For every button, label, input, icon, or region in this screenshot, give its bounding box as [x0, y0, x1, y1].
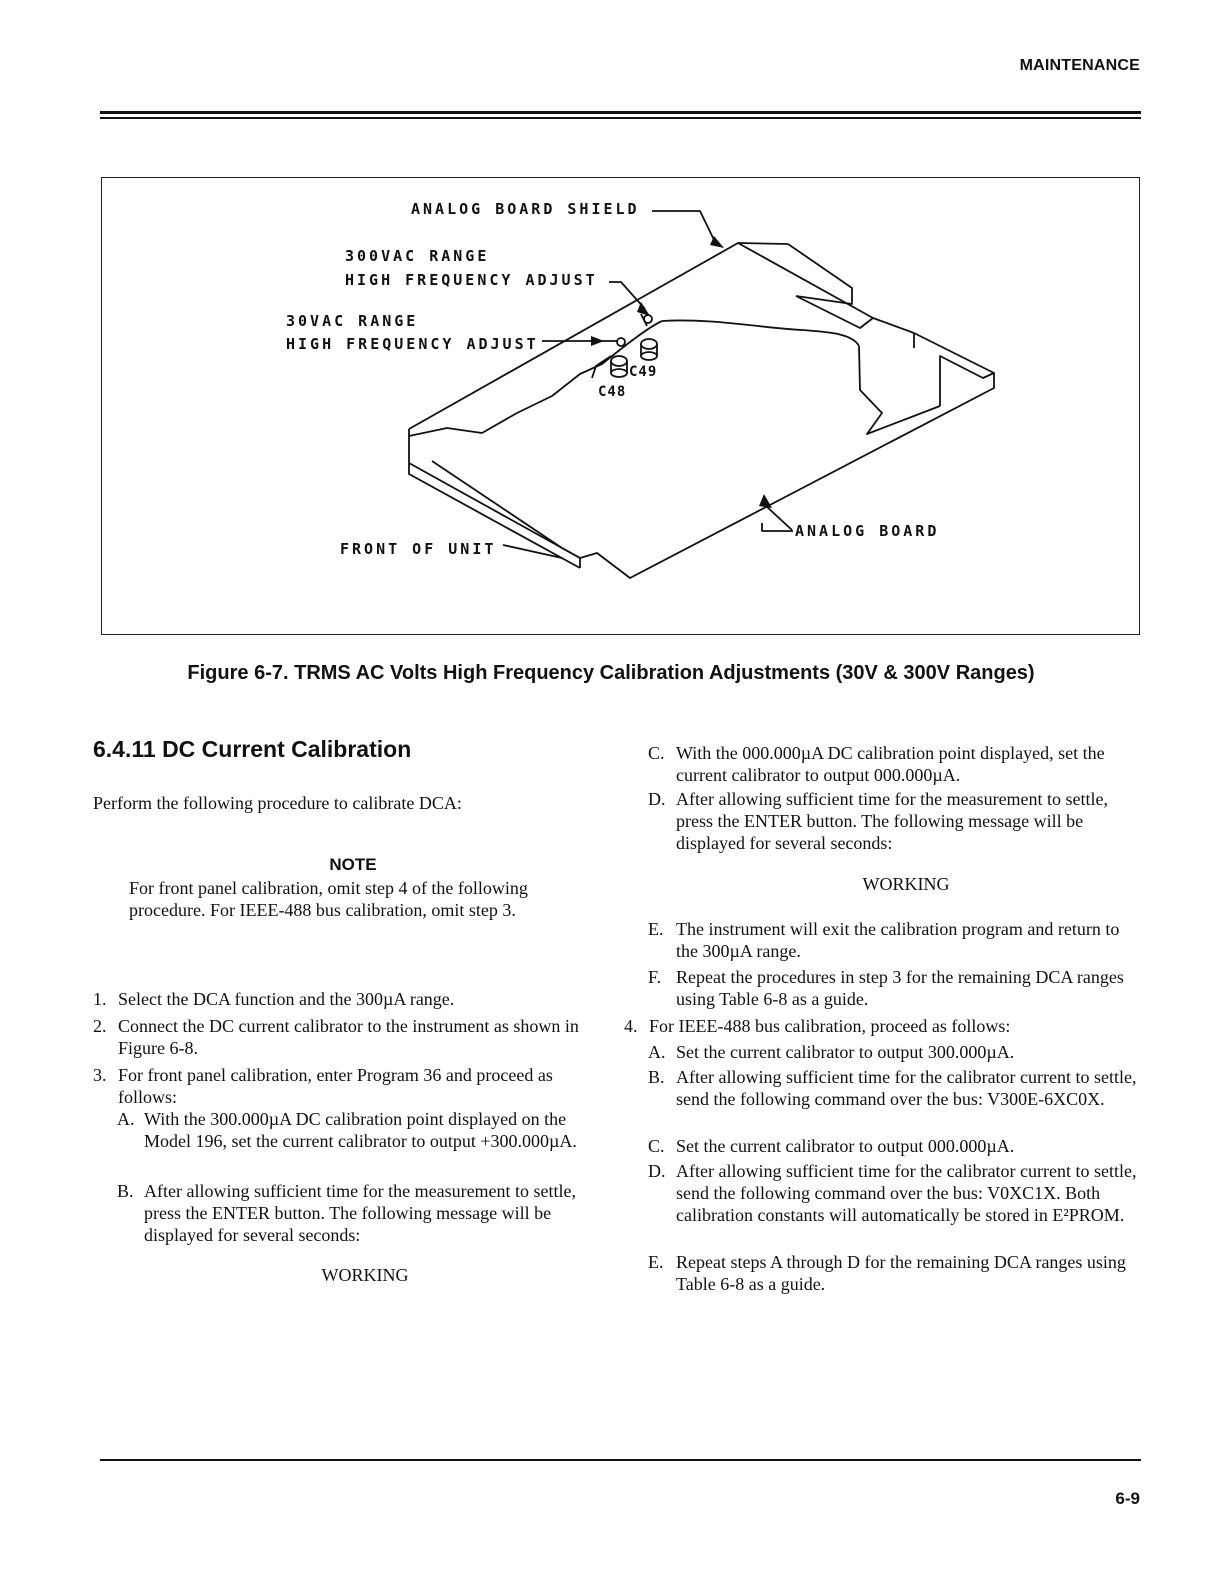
list-text: Connect the DC current calibrator to the instrument as shown in Figure 6-8.: [118, 1016, 579, 1058]
list-number: A.: [117, 1109, 135, 1129]
list-text: With the 000.000µA DC calibration point displayed, set the current calibrator to output 000.000µA.: [676, 743, 1105, 785]
page-number: 6-9: [1115, 1489, 1140, 1508]
list-number: 1.: [93, 989, 107, 1009]
list-number: D.: [648, 1161, 666, 1181]
figure-frame: [101, 177, 1140, 635]
label-300vac-hf-adjust: HIGH FREQUENCY ADJUST: [345, 271, 598, 289]
list-number: D.: [648, 789, 666, 809]
list-number: 2.: [93, 1016, 107, 1036]
list-text: For front panel calibration, enter Program 36 and proceed as follows:: [118, 1065, 553, 1107]
working-message: WORKING: [862, 874, 950, 894]
intro-paragraph: Perform the following procedure to calibrate DCA:: [93, 793, 462, 813]
label-30vac-range: 30VAC RANGE: [286, 312, 419, 330]
list-text: After allowing sufficient time for the measurement to settle, press the ENTER button. The following message will be displayed for several seconds:: [144, 1181, 577, 1245]
list-text: Repeat steps A through D for the remaining DCA ranges using Table 6-8 as a guide.: [676, 1252, 1126, 1294]
working-message: WORKING: [321, 1265, 409, 1285]
section-title: 6.4.11 DC Current Calibration: [93, 736, 412, 762]
list-number: E.: [648, 1252, 664, 1272]
label-analog-board: ANALOG BOARD: [795, 522, 940, 540]
list-text: Select the DCA function and the 300µA range.: [118, 989, 455, 1009]
list-number: B.: [117, 1181, 134, 1201]
label-c48: C48: [598, 384, 627, 400]
list-number: E.: [648, 919, 664, 939]
label-c49: C49: [629, 364, 658, 380]
list-number: 4.: [624, 1016, 638, 1036]
list-number: 3.: [93, 1065, 107, 1085]
list-number: B.: [648, 1067, 665, 1087]
list-text: After allowing sufficient time for the calibrator current to settle, send the following command over the bus: V300E-6XC0X.: [676, 1067, 1137, 1109]
footer-rule: [100, 1459, 1141, 1461]
list-text: For IEEE-488 bus calibration, proceed as follows:: [649, 1016, 1011, 1036]
running-header: MAINTENANCE: [1019, 57, 1140, 74]
list-text: Set the current calibrator to output 000.000µA.: [676, 1136, 1015, 1156]
note-body: For front panel calibration, omit step 4 of the following procedure. For IEEE-488 bus calibration, omit step 3.: [129, 878, 528, 920]
list-number: C.: [648, 1136, 665, 1156]
list-number: A.: [648, 1042, 666, 1062]
list-text: The instrument will exit the calibration program and return to the 300µA range.: [676, 919, 1120, 961]
list-text: Repeat the procedures in step 3 for the remaining DCA ranges using Table 6-8 as a guide.: [676, 967, 1124, 1009]
label-front-of-unit: FRONT OF UNIT: [340, 540, 497, 558]
analog-board-drawing: [102, 178, 1138, 633]
label-30vac-hf-adjust: HIGH FREQUENCY ADJUST: [286, 335, 539, 353]
list-text: Set the current calibrator to output 300.000µA.: [676, 1042, 1015, 1062]
list-number: F.: [648, 967, 662, 987]
label-analog-board-shield: ANALOG BOARD SHIELD: [411, 200, 640, 218]
header-rule: [100, 111, 1141, 119]
note-heading: NOTE: [329, 855, 377, 874]
figure-caption: Figure 6-7. TRMS AC Volts High Frequency Calibration Adjustments (30V & 300V Ranges): [187, 662, 1035, 684]
label-300vac-range: 300VAC RANGE: [345, 247, 490, 265]
list-text: After allowing sufficient time for the calibrator current to settle, send the following command over the bus: V0XC1X. Both calibration constants will automatically be stored in E²PROM.: [676, 1161, 1137, 1225]
list-text: With the 300.000µA DC calibration point displayed on the Model 196, set the current calibrator to output +300.000µA.: [144, 1109, 577, 1151]
list-text: After allowing sufficient time for the measurement to settle, press the ENTER button. The following message will be displayed for several seconds:: [676, 789, 1109, 853]
list-number: C.: [648, 743, 665, 763]
